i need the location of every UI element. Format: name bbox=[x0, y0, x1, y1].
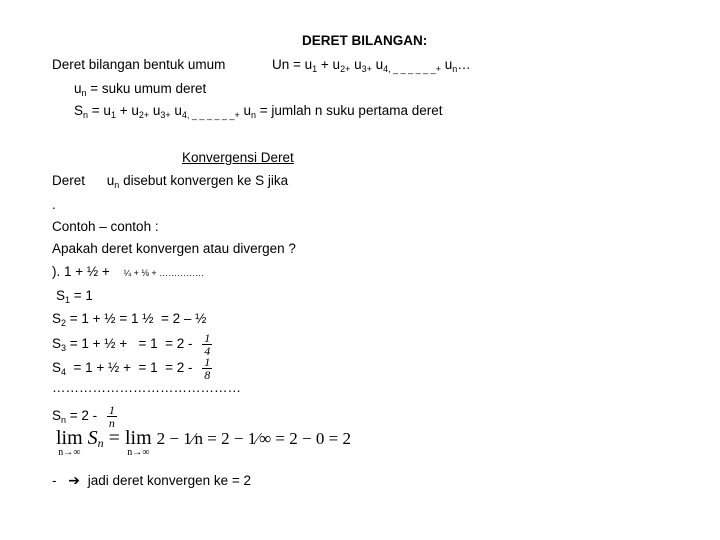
definition-deret: Deret bbox=[52, 173, 86, 188]
s4-line: $S_4 = 1$ + ½ + = 1 = 2 - $\frac{1}{8}$ bbox=[52, 355, 211, 382]
conclusion-line bbox=[52, 473, 251, 488]
definition-text: disebut konvergen ke S jika bbox=[123, 173, 289, 188]
sn-line: $S_n = 2$ - $\frac{1}{n}$ bbox=[52, 403, 115, 430]
page-title: DERET BILANGAN: bbox=[302, 33, 428, 48]
examples-heading: Contoh – contoh : bbox=[52, 219, 159, 234]
dot-line: . bbox=[52, 197, 56, 212]
conclusion-dash: - bbox=[52, 473, 57, 488]
fraction-1-n: $\frac{1}{n}$ bbox=[108, 403, 115, 430]
sn-definition: $S_n = u_1 + u_{2+}$ $u_{3+}$ $u_{4, \_ \_ \_ \_ \_ \_+}$ $u_n$ = jumlah n suku pertama deret bbox=[74, 103, 443, 120]
fraction-1-8: $\frac{1}{8}$ bbox=[204, 355, 211, 382]
general-form-un: $Un = u_1 + u_{2+}$ $u_{3+}$ $u_{4, \_ \_ \_ \_ \_ \_+}$ $u_n\dots$ bbox=[272, 57, 471, 74]
definition-line: Deret $u_n$ disebut konvergen ke S jika bbox=[52, 173, 289, 190]
s1-line: $S_1 = 1$ bbox=[56, 288, 93, 305]
s2-line: $S_2 = 1$ + ½ = 1 ½ = 2 – ½ bbox=[52, 311, 207, 328]
question-text: Apakah deret konvergen atau divergen ? bbox=[52, 241, 296, 256]
ellipsis-line: …………………………………… bbox=[52, 380, 241, 395]
series-line bbox=[52, 265, 204, 279]
arrow-right-icon: ➔ bbox=[68, 472, 80, 488]
series-prefix: ). 1 + ½ + bbox=[52, 264, 110, 279]
s3-line: $S_3 = 1$ + ½ + = 1 = 2 - $\frac{1}{4}$ bbox=[52, 331, 211, 358]
series-tail: ¼ + ⅛ + …………… bbox=[123, 268, 205, 278]
un-definition: $u_n$ = suku umum deret bbox=[74, 81, 207, 98]
general-form-label: Deret bilangan bentuk umum bbox=[52, 57, 226, 72]
section-heading: Konvergensi Deret bbox=[182, 150, 294, 165]
fraction-1-4: $\frac{1}{4}$ bbox=[204, 331, 211, 358]
limit-expression: lim n→∞ $S_n$ = lim n→∞ 2 − 1⁄n = 2 − 1⁄∞ = 2 − 0 = 2 bbox=[56, 427, 351, 458]
conclusion-text: jadi deret konvergen ke = 2 bbox=[87, 473, 251, 488]
